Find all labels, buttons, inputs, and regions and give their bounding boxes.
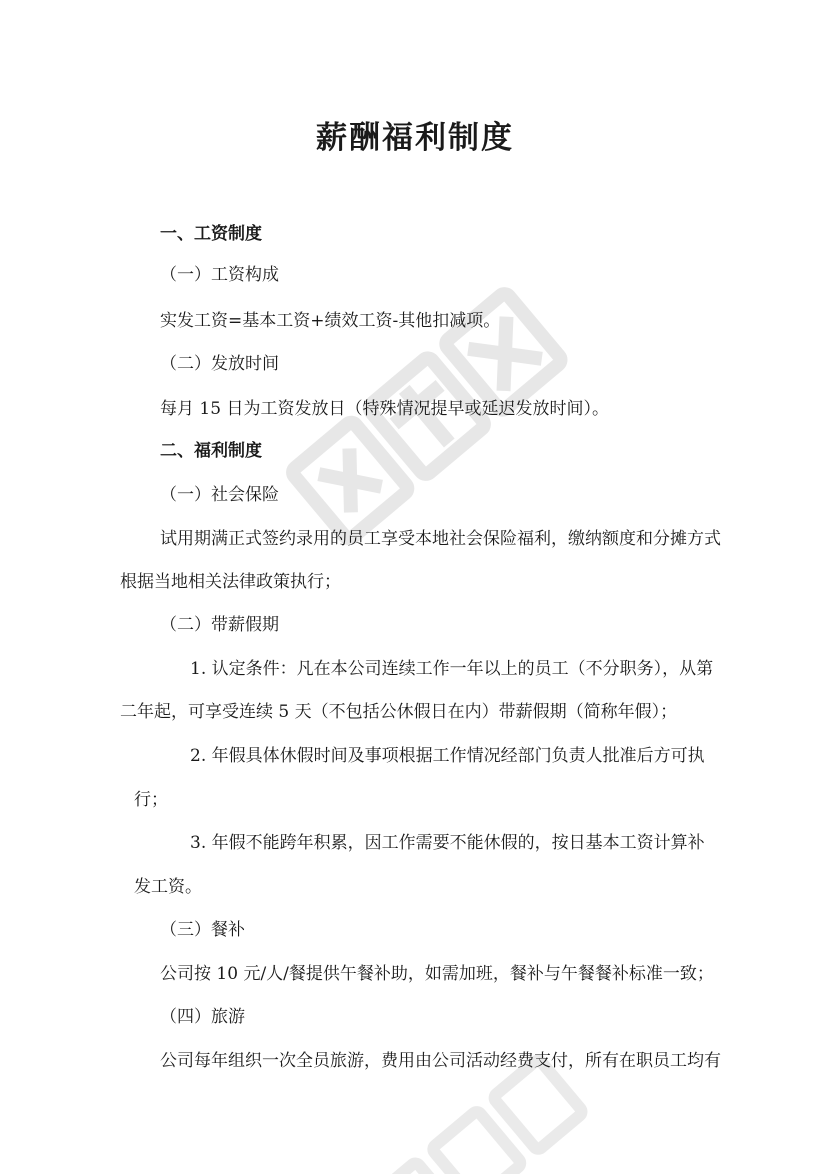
paragraph: 实发工资=基本工资+绩效工资-其他扣减项。 xyxy=(160,311,501,331)
list-item: 行； xyxy=(134,790,168,810)
list-item: 2. 年假具体休假时间及事项根据工作情况经部门负责人批准后方可执 xyxy=(190,746,705,766)
subsection-heading: （二）带薪假期 xyxy=(160,615,279,635)
paragraph: 公司每年组织一次全员旅游，费用由公司活动经费支付，所有在职员工均有 xyxy=(160,1051,721,1071)
subsection-heading: （一）工资构成 xyxy=(160,265,279,285)
paragraph: 根据当地相关法律政策执行； xyxy=(120,572,341,592)
list-item: 发工资。 xyxy=(134,877,202,897)
subsection-heading: （二）发放时间 xyxy=(160,354,279,374)
subsection-heading: （一）社会保险 xyxy=(160,485,279,505)
list-item: 1. 认定条件：凡在本公司连续工作一年以上的员工（不分职务），从第 xyxy=(190,659,714,679)
section-heading: 二、福利制度 xyxy=(160,441,262,461)
section-heading: 一、工资制度 xyxy=(160,224,262,244)
list-item: 二年起，可享受连续 5 天（不包括公休假日在内）带薪假期（简称年假）； xyxy=(120,702,678,722)
list-item: 3. 年假不能跨年积累，因工作需要不能休假的，按日基本工资计算补 xyxy=(190,833,705,853)
subsection-heading: （四）旅游 xyxy=(160,1007,245,1027)
subsection-heading: （三）餐补 xyxy=(160,920,245,940)
paragraph: 试用期满正式签约录用的员工享受本地社会保险福利，缴纳额度和分摊方式 xyxy=(160,529,721,549)
paragraph: 公司按 10 元/人/餐提供午餐补助，如需加班，餐补与午餐餐补标准一致； xyxy=(160,964,714,984)
page-title: 薪酬福利制度 xyxy=(316,120,514,156)
paragraph: 每月 15 日为工资发放日（特殊情况提早或延迟发放时间）。 xyxy=(160,399,609,419)
